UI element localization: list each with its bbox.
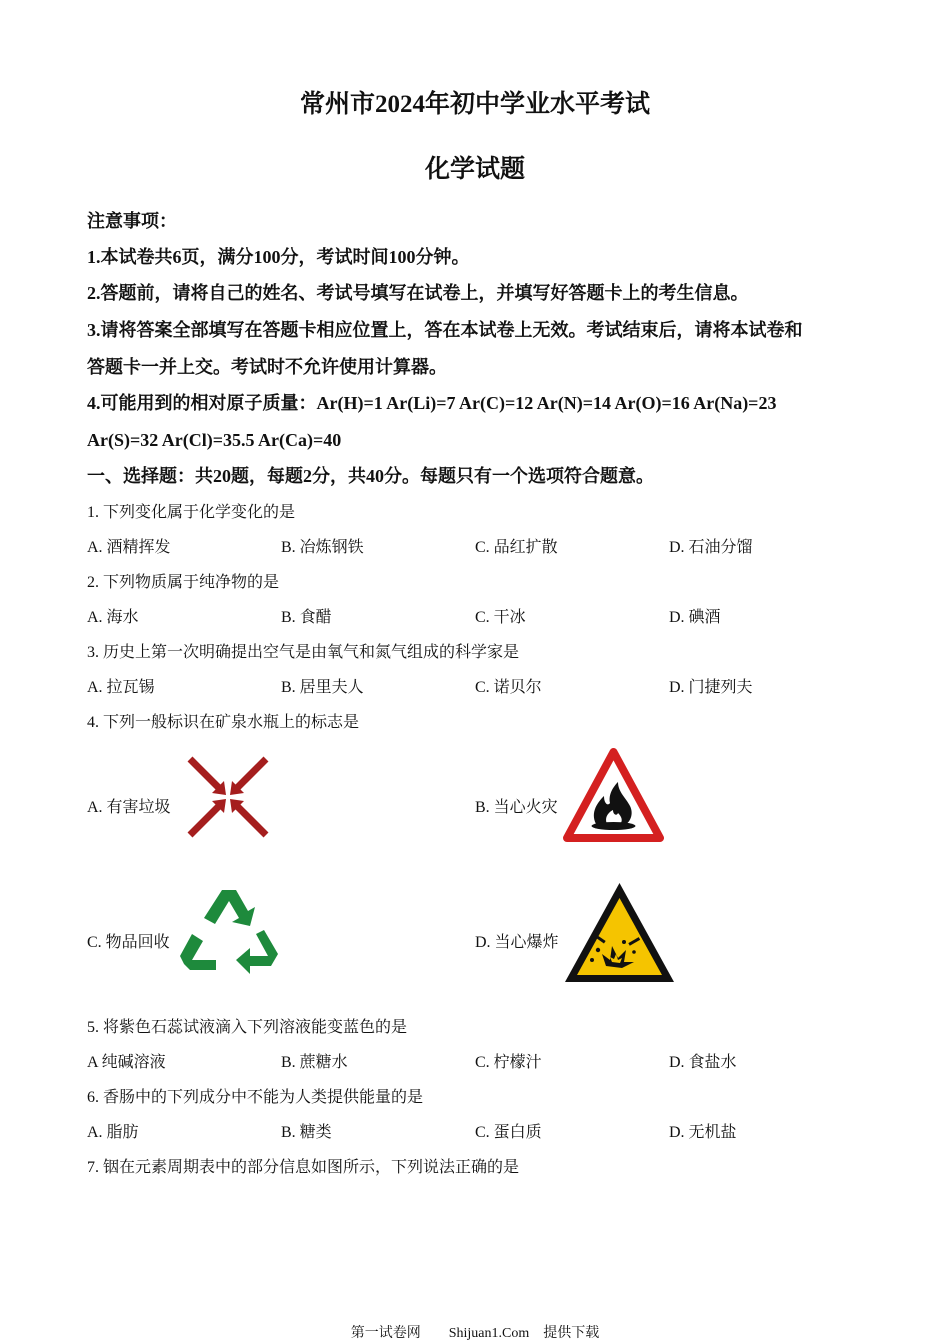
note-item: Ar(S)=32 Ar(Cl)=35.5 Ar(Ca)=40 xyxy=(87,430,342,450)
option-d: D. 当心爆炸 xyxy=(475,934,559,951)
question-stem: 6. 香肠中的下列成分中不能为人类提供能量的是 xyxy=(87,1089,424,1106)
question-stem: 3. 历史上第一次明确提出空气是由氧气和氮气组成的科学家是 xyxy=(87,644,520,661)
option-b: B. 糖类 xyxy=(281,1124,332,1141)
exam-subtitle: 化学试题 xyxy=(424,156,525,183)
option-a: A 纯碱溶液 xyxy=(87,1054,166,1071)
option-d: D. 石油分馏 xyxy=(669,539,753,556)
question-stem: 7. 铟在元素周期表中的部分信息如图所示，下列说法正确的是 xyxy=(87,1159,520,1176)
hazardous-waste-icon xyxy=(186,756,270,838)
note-item: 1.本试卷共6页，满分100分，考试时间100分钟。 xyxy=(87,247,470,267)
option-b: B. 蔗糖水 xyxy=(281,1054,348,1071)
note-item: 3.请将答案全部填写在答题卡相应位置上，答在本试卷上无效。考试结束后，请将本试卷和 xyxy=(87,320,803,340)
option-d: D. 碘酒 xyxy=(669,609,721,626)
explosion-warning-icon xyxy=(562,880,677,986)
option-c: C. 柠檬汁 xyxy=(475,1054,542,1071)
option-b: B. 食醋 xyxy=(281,609,332,626)
option-c: C. 品红扩散 xyxy=(475,539,558,556)
notes-heading: 注意事项： xyxy=(87,211,177,231)
section-heading: 一、选择题：共20题，每题2分，共40分。每题只有一个选项符合题意。 xyxy=(87,466,654,486)
recycle-icon xyxy=(172,884,284,984)
option-b: B. 冶炼钢铁 xyxy=(281,539,364,556)
exam-title: 常州市2024年初中学业水平考试 xyxy=(299,91,650,118)
note-item: 答题卡一并上交。考试时不允许使用计算器。 xyxy=(87,357,447,377)
note-item: 2.答题前，请将自己的姓名、考试号填写在试卷上，并填写好答题卡上的考生信息。 xyxy=(87,283,749,303)
option-d: D. 门捷列夫 xyxy=(669,679,753,696)
option-a: A. 拉瓦锡 xyxy=(87,679,155,696)
option-d: D. 食盐水 xyxy=(669,1054,737,1071)
question-stem: 4. 下列一般标识在矿泉水瓶上的标志是 xyxy=(87,714,360,731)
option-c: C. 蛋白质 xyxy=(475,1124,542,1141)
page-footer: 第一试卷网 Shijuan1.Com 提供下载 xyxy=(350,1326,600,1341)
option-a: A. 有害垃圾 xyxy=(87,799,171,816)
note-item: 4.可能用到的相对原子质量：Ar(H)=1 Ar(Li)=7 Ar(C)=12 Ar(N)=14 Ar(O)=16 Ar(Na)=23 xyxy=(87,393,777,413)
option-c: C. 诺贝尔 xyxy=(475,679,542,696)
option-a: A. 海水 xyxy=(87,609,139,626)
question-stem: 2. 下列物质属于纯净物的是 xyxy=(87,574,280,591)
question-stem: 5. 将紫色石蕊试液滴入下列溶液能变蓝色的是 xyxy=(87,1019,408,1036)
option-c: C. 物品回收 xyxy=(87,934,170,951)
option-b: B. 当心火灾 xyxy=(475,799,558,816)
option-c: C. 干冰 xyxy=(475,609,526,626)
question-stem: 1. 下列变化属于化学变化的是 xyxy=(87,504,296,521)
option-a: A. 脂肪 xyxy=(87,1124,139,1141)
option-d: D. 无机盐 xyxy=(669,1124,737,1141)
option-a: A. 酒精挥发 xyxy=(87,539,171,556)
option-b: B. 居里夫人 xyxy=(281,679,364,696)
fire-warning-icon xyxy=(562,746,665,844)
